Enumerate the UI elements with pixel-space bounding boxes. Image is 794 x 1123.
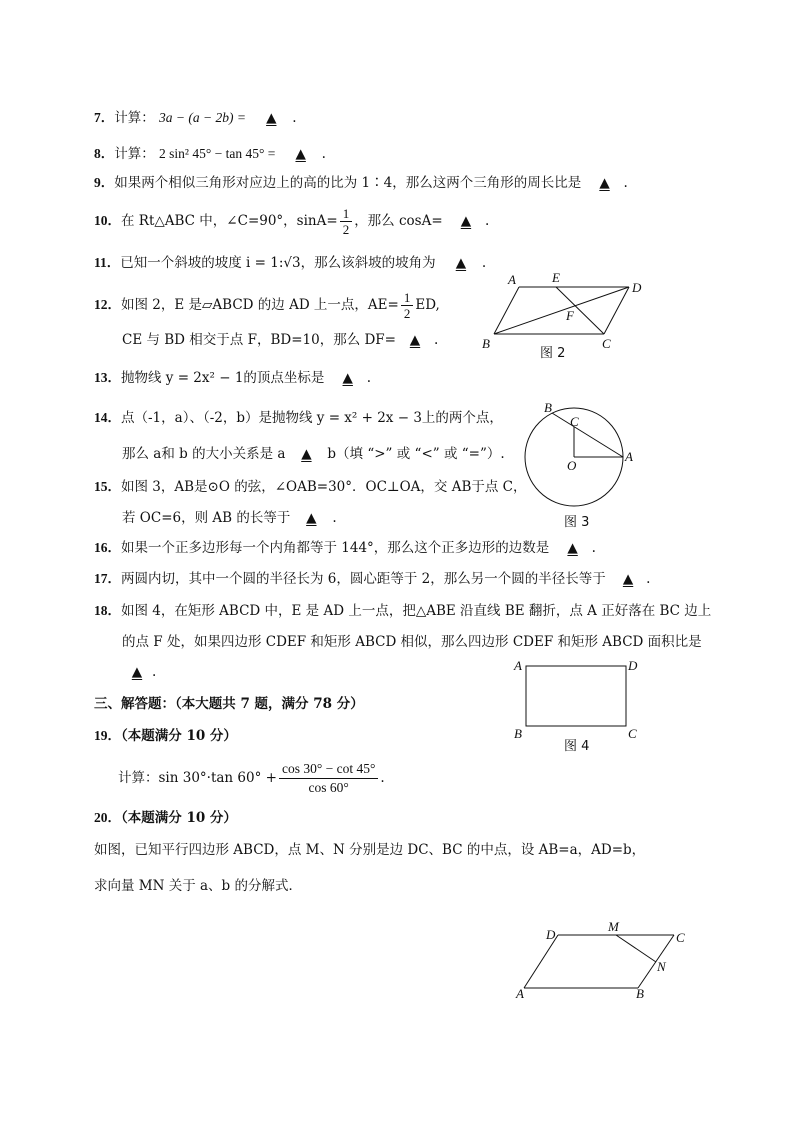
label-a: A xyxy=(625,449,633,464)
fraction xyxy=(340,206,353,237)
question-18-line2 xyxy=(122,632,702,652)
label-c: C xyxy=(628,726,637,741)
question-text: 如果一个正多边形每一个内角都等于 144°，那么这个正多边形的边数是 xyxy=(121,540,550,556)
question-15-line2 xyxy=(122,508,337,528)
denominator: cos 60° xyxy=(308,780,349,795)
label-c: C xyxy=(570,414,579,429)
denominator: 2 xyxy=(342,222,350,237)
question-number: 12． xyxy=(94,297,121,312)
math-expression: 3a − (a − 2b) = xyxy=(159,110,246,125)
label-o: O xyxy=(567,458,577,473)
label-d: D xyxy=(632,280,642,295)
segment-ce xyxy=(556,287,604,334)
numerator: 1 xyxy=(401,290,414,306)
question-20-line1: 如图，已知平行四边形 ABCD，点 M、N 分别是边 DC、BC 的中点，设 AB=a，AD=b， xyxy=(94,842,646,858)
label-b: B xyxy=(544,400,552,415)
section-3-heading: 三、解答题：（本大题共 7 题，满分 78 分） xyxy=(94,696,364,712)
label-e: E xyxy=(552,270,560,285)
question-number: 18． xyxy=(94,603,121,618)
figure-4-rectangle xyxy=(512,656,642,741)
rectangle-abcd xyxy=(526,666,626,726)
label-b: B xyxy=(482,336,490,351)
question-number: 14． xyxy=(94,410,121,425)
label-a: A xyxy=(514,658,522,673)
question-text: 如果两个相似三角形对应边上的高的比为 1∶4，那么这两个三角形的周长比是 xyxy=(114,175,582,191)
answer-blank: ▲ xyxy=(266,110,277,126)
question-text: 两圆内切，其中一个圆的半径长为 6，圆心距等于 2，那么另一个圆的半径长等于 xyxy=(121,571,606,587)
question-text: 点（-1，a）、（-2，b）是抛物线 y = x² + 2x − 3上的两个点， xyxy=(121,410,503,426)
denominator: 2 xyxy=(403,306,411,321)
punct: . xyxy=(321,146,326,162)
label-c: C xyxy=(602,336,611,351)
fraction xyxy=(401,290,414,321)
question-text: 的点 F 处，如果四边形 CDEF 和矩形 ABCD 相似，那么四边形 CDEF 和矩形 ABCD 面积比是 xyxy=(122,634,702,650)
punct: . xyxy=(332,510,337,526)
answer-blank: ▲ xyxy=(622,571,634,587)
question-text: CE 与 BD 相交于点 F，BD=10，那么 DF= xyxy=(122,332,396,348)
question-number: 20． xyxy=(94,810,121,825)
label-m: M xyxy=(608,919,619,934)
question-number: 9． xyxy=(94,175,115,190)
question-12-line2 xyxy=(122,330,438,350)
question-text: 计算： xyxy=(114,110,155,126)
question-16 xyxy=(94,538,596,558)
question-7 xyxy=(94,108,297,128)
punct: . xyxy=(623,175,628,191)
label-b: B xyxy=(636,986,644,1001)
punct: . xyxy=(481,255,487,271)
punct: . xyxy=(380,770,385,786)
figure-3-caption: 图 3 xyxy=(564,515,590,530)
question-number: 7． xyxy=(94,110,115,125)
label-c: C xyxy=(676,930,685,945)
question-17 xyxy=(94,569,650,589)
answer-blank: ▲ xyxy=(295,146,306,162)
figure-4-caption: 图 4 xyxy=(564,739,590,754)
question-number: 10． xyxy=(94,213,121,228)
question-text: ED, xyxy=(415,297,440,313)
question-text: 如图 2，E 是▱ABCD 的边 AD 上一点，AE= xyxy=(121,297,399,313)
question-number: 16． xyxy=(94,540,121,555)
side-ad xyxy=(524,935,558,988)
figure-3-circle xyxy=(524,402,634,512)
answer-blank: ▲ xyxy=(409,332,421,348)
answer-blank: ▲ xyxy=(460,213,472,229)
question-text: 已知一个斜坡的坡度 i = 1:√3，那么该斜坡的坡角为 xyxy=(120,255,436,271)
question-number: 13． xyxy=(94,370,121,385)
label-d: D xyxy=(628,658,638,673)
math-expression: 2 sin² 45° − tan 45° = xyxy=(159,146,276,161)
question-14-line2 xyxy=(122,444,505,464)
punct: . xyxy=(434,332,439,348)
question-text: 计算： xyxy=(114,146,155,162)
question-number: 8． xyxy=(94,146,115,161)
answer-blank: ▲ xyxy=(306,510,317,526)
question-text: 在 Rt△ABC 中，∠C=90°，sinA= xyxy=(121,213,338,229)
answer-blank: ▲ xyxy=(131,664,143,680)
answer-blank: ▲ xyxy=(567,540,578,556)
question-11 xyxy=(94,253,486,273)
label-b: B xyxy=(514,726,522,741)
label-f: F xyxy=(566,308,574,323)
fraction xyxy=(279,760,378,797)
punct: . xyxy=(366,370,372,386)
numerator: cos 30° − cot 45° xyxy=(279,760,378,779)
label-n: N xyxy=(657,959,666,974)
question-number: 17． xyxy=(94,571,121,586)
question-number: 11． xyxy=(94,255,121,270)
question-12 xyxy=(94,290,440,321)
question-text: 那么 a和 b 的大小关系是 a xyxy=(122,446,286,462)
question-heading: （本题满分 10 分） xyxy=(121,728,237,744)
diagonal-bd xyxy=(494,287,629,334)
question-18 xyxy=(94,601,711,621)
question-18-line3 xyxy=(122,662,156,682)
figure-20-parallelogram xyxy=(514,919,694,1002)
question-20 xyxy=(94,808,237,828)
question-13 xyxy=(94,368,371,388)
question-text: 抛物线 y = 2x² − 1的顶点坐标是 xyxy=(121,370,325,386)
question-text: 如图 3，AB是⊙O 的弦，∠OAB=30°．OC⊥OA，交 AB于点 C， xyxy=(121,479,527,495)
question-20-line2: 求向量 MN 关于 a、b 的分解式． xyxy=(94,878,302,894)
punct: . xyxy=(646,571,651,587)
chord-ab xyxy=(552,413,623,457)
answer-blank: ▲ xyxy=(342,370,353,386)
answer-blank: ▲ xyxy=(455,255,467,271)
question-text: 计算：sin 30°·tan 60° + xyxy=(118,770,277,786)
answer-blank: ▲ xyxy=(599,175,610,191)
question-9 xyxy=(94,173,628,193)
question-number: 15． xyxy=(94,479,121,494)
answer-blank: ▲ xyxy=(301,446,312,462)
question-19 xyxy=(94,726,237,746)
question-text: ，那么 cosA= xyxy=(354,213,443,229)
label-a: A xyxy=(508,272,516,287)
question-text: 如图 4，在矩形 ABCD 中，E 是 AD 上一点，把△ABE 沿直线 BE 翻折，点 A 正好落在 BC 边上 xyxy=(121,603,712,619)
label-a: A xyxy=(516,986,524,1001)
figure-2-parallelogram xyxy=(484,272,654,352)
question-15 xyxy=(94,477,527,497)
segment-mn xyxy=(616,935,656,962)
numerator: 1 xyxy=(340,206,353,222)
punct: . xyxy=(591,540,596,556)
label-d: D xyxy=(546,927,556,942)
question-10 xyxy=(94,206,489,237)
question-number: 19． xyxy=(94,728,121,743)
punct: . xyxy=(484,213,490,229)
question-text: b（填 “>” 或 “<” 或 “=”）. xyxy=(327,446,505,462)
question-19-expression xyxy=(118,760,385,797)
question-heading: （本题满分 10 分） xyxy=(121,810,237,826)
punct: . xyxy=(292,110,297,126)
question-8 xyxy=(94,144,326,164)
question-14 xyxy=(94,408,503,428)
punct: . xyxy=(152,664,157,680)
figure-2-caption: 图 2 xyxy=(540,346,566,361)
question-text: 若 OC=6，则 AB 的长等于 xyxy=(122,510,291,526)
